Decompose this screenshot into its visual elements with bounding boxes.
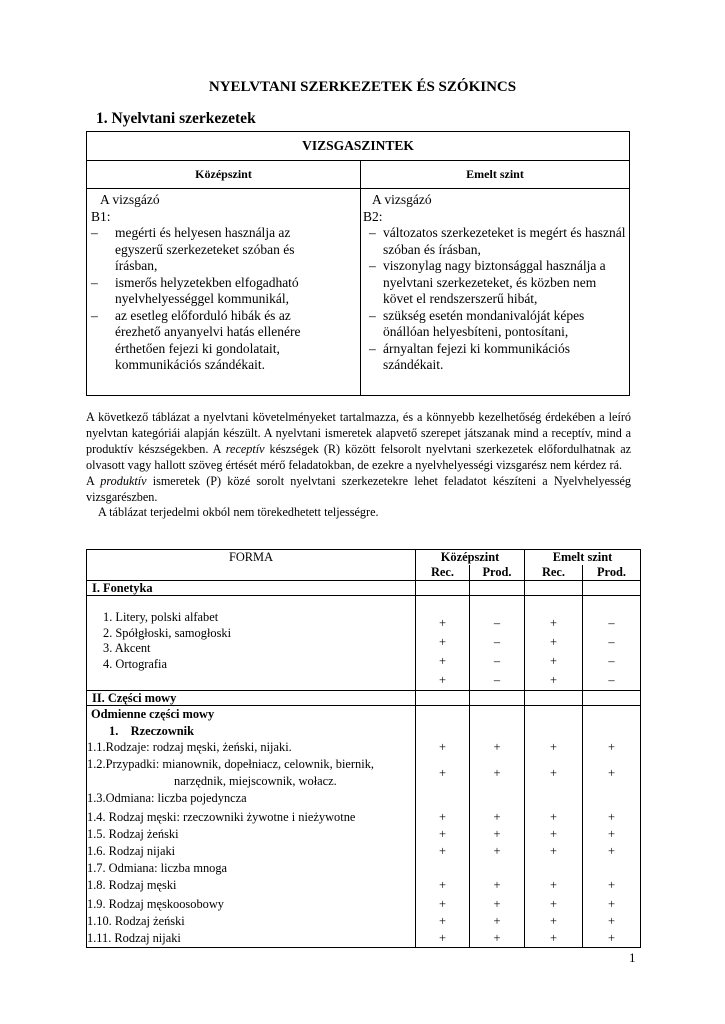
mark-cell: + bbox=[550, 766, 557, 780]
mark-cell bbox=[583, 860, 640, 877]
mark-cell: + bbox=[493, 810, 501, 824]
mark-cell: + bbox=[439, 766, 446, 780]
section-czesci-mowy: II. Części mowy bbox=[87, 691, 416, 706]
section-fonetyka: I. Fonetyka bbox=[87, 581, 416, 596]
form-table bbox=[86, 549, 641, 948]
table-row-label: 1.1.Rodzaje: rodzaj męski, żeński, nijaki. bbox=[87, 740, 292, 754]
levels-table bbox=[86, 131, 630, 396]
list-item: – ismerős helyzetekben elfogadható nyelvhelyességgel kommunikál, bbox=[91, 275, 319, 308]
paragraph-3: A táblázat terjedelmi okból nem törekedhetett teljességre. bbox=[98, 505, 379, 520]
list-item: – változatos szerkezeteket is megért és használ szóban és írásban, bbox=[363, 225, 627, 258]
col-kozep-rec bbox=[416, 706, 470, 948]
kozep-intro: A vizsgázó bbox=[100, 192, 160, 207]
mark-cell bbox=[470, 860, 524, 877]
kozep-level: B1: bbox=[91, 208, 111, 224]
fonetyka-rec-marks: + + + + bbox=[416, 596, 470, 691]
kozep-list bbox=[91, 225, 319, 374]
column-emelt-szint: Emelt szint bbox=[361, 161, 629, 189]
mark-cell: + bbox=[550, 827, 557, 841]
list-item: 1. Litery, polski alfabet bbox=[103, 610, 219, 624]
mark-cell: + bbox=[439, 810, 446, 824]
mark-cell: + bbox=[608, 897, 615, 911]
header-prod: Prod. bbox=[470, 565, 525, 581]
emelt-intro: A vizsgázó bbox=[372, 192, 432, 207]
table-row-label: 1.5. Rodzaj żeński bbox=[87, 827, 179, 841]
emelt-list bbox=[363, 225, 627, 374]
czesci-content bbox=[87, 706, 416, 948]
mark-cell bbox=[525, 790, 582, 807]
noun-rows bbox=[87, 739, 415, 947]
mark-cell: + bbox=[608, 740, 615, 754]
header-emelt-szint: Emelt szint bbox=[525, 550, 641, 566]
list-item: 2. Spółgłoski, samogłoski bbox=[103, 625, 232, 640]
fonetyka-emelt-rec-marks: + + + + bbox=[525, 596, 583, 691]
mark-cell: + bbox=[550, 878, 557, 892]
list-item: – árnyaltan fejezi ki kommunikációs szándékait. bbox=[363, 341, 627, 374]
emelt-level: B2: bbox=[363, 208, 383, 224]
paragraph-2: A produktív ismeretek (P) közé sorolt nyelvtani szerkezetekre lehet feladatot készíteni a Nyelvhelyesség vizsgarészben. bbox=[86, 473, 631, 504]
list-item: – az esetleg előforduló hibák és az érezhető anyanyelvi hatás ellenére érthetően fejezi ki gondolatait, kommunikációs szándékait. bbox=[91, 308, 319, 374]
table-row-label: 1.7. Odmiana: liczba mnoga bbox=[87, 861, 228, 875]
mark-cell: + bbox=[550, 810, 557, 824]
mark-cell: + bbox=[608, 878, 615, 892]
list-item: – viszonylag nagy biztonsággal használja a nyelvtani szerkezeteket, és közben nem követ el rendszerszerű hibát, bbox=[363, 258, 627, 308]
table-row-label: 1.8. Rodzaj męski bbox=[87, 878, 177, 892]
mark-cell: + bbox=[493, 844, 501, 858]
list-item: – megérti és helyesen használja az egyszerű szerkezeteket szóban és írásban, bbox=[91, 225, 319, 275]
table-row-label: 1.3.Odmiana: liczba pojedyncza bbox=[87, 791, 247, 805]
emelt-description bbox=[363, 192, 627, 374]
mark-cell: + bbox=[550, 740, 557, 754]
mark-cell: + bbox=[608, 914, 615, 928]
mark-cell: + bbox=[439, 878, 446, 892]
mark-cell: + bbox=[493, 740, 501, 754]
column-divider bbox=[360, 161, 361, 395]
noun-heading: 1. Rzeczownik bbox=[109, 723, 194, 738]
mark-cell bbox=[583, 790, 640, 807]
section-heading: 1. Nyelvtani szerkezetek bbox=[96, 110, 256, 127]
header-forma: FORMA bbox=[87, 550, 416, 581]
mark-cell: + bbox=[550, 844, 557, 858]
mark-cell: + bbox=[439, 740, 446, 754]
header-kozepszint: Középszint bbox=[416, 550, 525, 566]
mark-cell: + bbox=[608, 827, 615, 841]
page-number: 1 bbox=[629, 950, 636, 965]
mark-cell: + bbox=[493, 827, 501, 841]
header-rec: Rec. bbox=[416, 565, 470, 581]
col-emelt-rec bbox=[525, 706, 583, 948]
mark-cell: + bbox=[608, 931, 615, 945]
mark-cell: + bbox=[608, 844, 615, 858]
fonetyka-emelt-prod-marks: – – – – bbox=[583, 596, 641, 691]
mark-cell bbox=[525, 860, 582, 877]
levels-table-header: VIZSGASZINTEK bbox=[87, 132, 629, 161]
mark-cell bbox=[416, 790, 469, 807]
mark-cell: + bbox=[608, 766, 615, 780]
mark-cell: + bbox=[493, 878, 501, 892]
mark-cell: + bbox=[439, 844, 446, 858]
page-title: NYELVTANI SZERKEZETEK ÉS SZÓKINCS bbox=[208, 79, 517, 95]
mark-cell: + bbox=[493, 766, 501, 780]
paragraph-1: A következő táblázat a nyelvtani követelményeket tartalmazza, és a könnyebb kezelhetőség érdekében a leíró nyelvtan kategóriái alapján készült. A nyelvtani ismeretek alapvető szerepet játszanak mind a receptív, mind a produktív készségekben. A receptív készségek (R) között felsorolt nyelvtani szerkezetek előfordulhatnak az olvasott vagy hallott szöveg értését mérő feladatokban, de ezekre a nyelvhelyességi vizsgarész nem kérdez rá. bbox=[86, 410, 632, 472]
mark-cell: + bbox=[493, 931, 501, 945]
mark-cell: + bbox=[439, 827, 446, 841]
fonetyka-prod-marks: – – – – bbox=[470, 596, 525, 691]
mark-cell: + bbox=[550, 914, 557, 928]
mark-cell: + bbox=[493, 897, 501, 911]
mark-cell bbox=[416, 860, 469, 877]
mark-cell: + bbox=[550, 897, 557, 911]
sub-heading: Odmienne części mowy bbox=[91, 707, 215, 721]
table-row-label: 1.2.Przypadki: mianownik, dopełniacz, celownik, biernik, narzędnik, miejscownik, wołacz. bbox=[87, 757, 374, 788]
mark-cell bbox=[470, 790, 524, 807]
list-item: – szükség esetén mondanivalóját képes önállóan helyesbíteni, pontosítani, bbox=[363, 308, 627, 341]
intro-text bbox=[86, 410, 631, 521]
col-emelt-prod bbox=[583, 706, 641, 948]
fonetyka-items bbox=[87, 596, 416, 691]
mark-cell: + bbox=[439, 897, 446, 911]
table-row-label: 1.4. Rodzaj męski: rzeczowniki żywotne i nieżywotne bbox=[87, 810, 356, 824]
mark-cell: + bbox=[439, 914, 446, 928]
table-row-label: 1.9. Rodzaj męskoosobowy bbox=[87, 897, 224, 911]
mark-cell: + bbox=[493, 914, 501, 928]
col-kozep-prod bbox=[470, 706, 525, 948]
list-item: 4. Ortografia bbox=[103, 656, 167, 671]
table-row-label: 1.11. Rodzaj nijaki bbox=[87, 931, 181, 945]
table-row-label: 1.10. Rodzaj żeński bbox=[87, 914, 185, 928]
mark-cell: + bbox=[439, 931, 446, 945]
mark-cell: + bbox=[550, 931, 557, 945]
kozepszint-description bbox=[91, 192, 319, 374]
list-item: 3. Akcent bbox=[103, 641, 151, 655]
column-kozepszint: Középszint bbox=[87, 161, 360, 189]
mark-cell: + bbox=[608, 810, 615, 824]
header-rec: Rec. bbox=[525, 565, 583, 581]
header-prod: Prod. bbox=[583, 565, 641, 581]
table-row-label: 1.6. Rodzaj nijaki bbox=[87, 844, 176, 858]
